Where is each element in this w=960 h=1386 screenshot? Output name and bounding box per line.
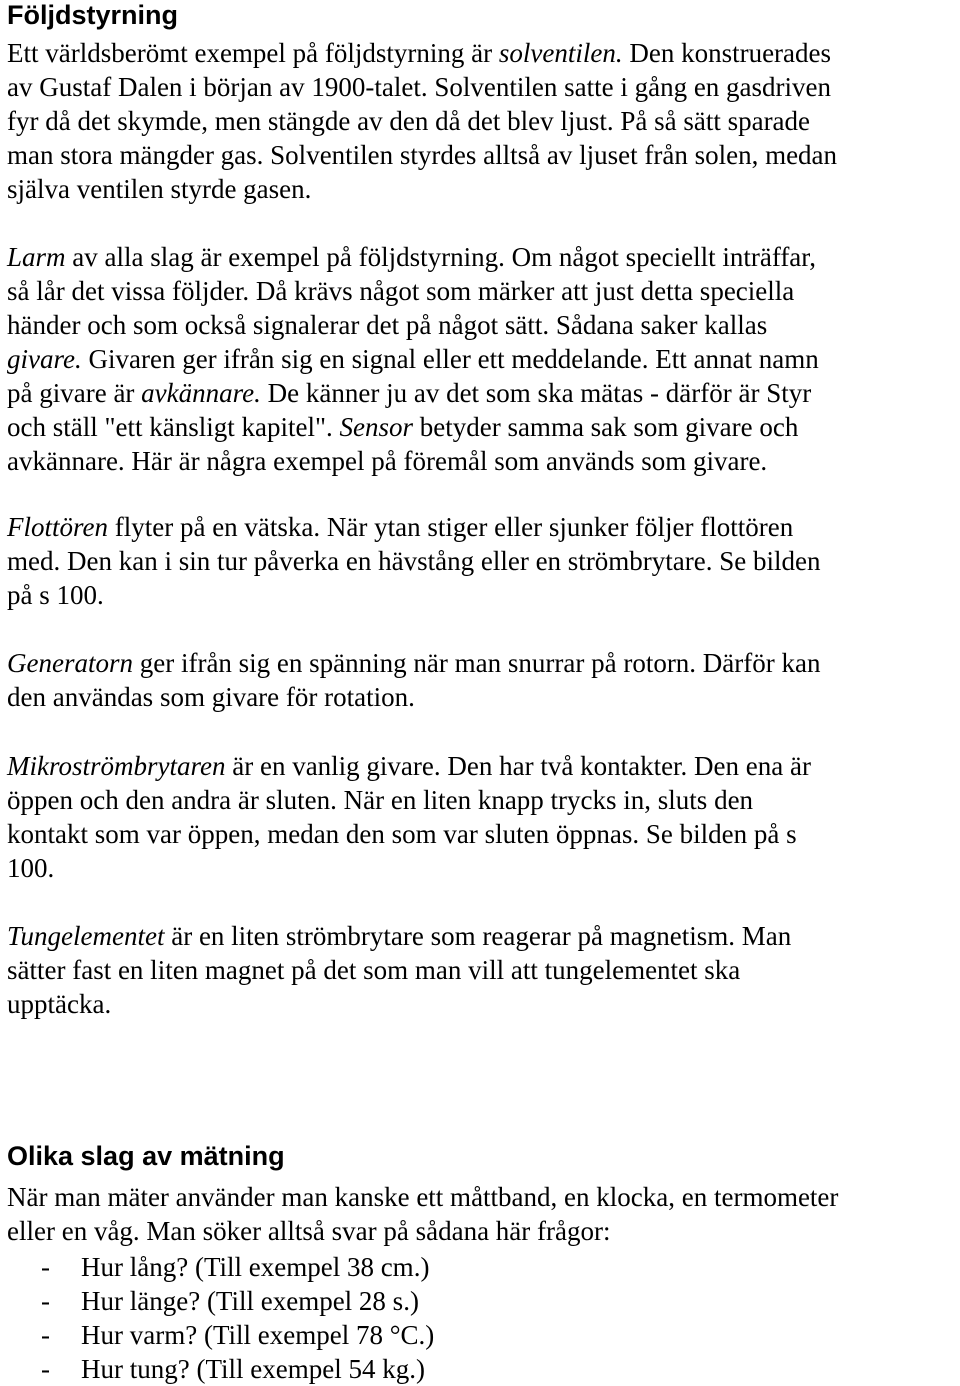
paragraph-larm — [7, 240, 953, 478]
italic-term: Sensor — [339, 412, 413, 442]
list-dash: - — [41, 1286, 50, 1316]
text-run: upptäcka. — [7, 989, 112, 1019]
question-list — [7, 1250, 434, 1386]
text-run: öppen och den andra är sluten. När en liten knapp trycks in, sluts den — [7, 785, 754, 815]
text-line — [7, 680, 953, 714]
text-line — [7, 410, 953, 444]
text-run: är en liten strömbrytare som reagerar på magnetism. Man — [164, 921, 792, 951]
list-dash: - — [41, 1320, 50, 1350]
list-dash: - — [41, 1252, 50, 1282]
text-run: De känner ju av det som ska mätas - därför är Styr — [260, 378, 812, 408]
text-line — [7, 783, 953, 817]
text-run: själva ventilen styrde gasen. — [7, 174, 312, 204]
text-line — [7, 70, 953, 104]
text-line — [7, 308, 953, 342]
text-run: 100. — [7, 853, 55, 883]
list-dash: - — [41, 1354, 50, 1384]
text-run: Ett världsberömt exempel på följdstyrning är — [7, 38, 499, 68]
text-run: betyder samma sak som givare och — [412, 412, 799, 442]
text-line — [7, 274, 953, 308]
text-line — [7, 1214, 953, 1248]
text-line — [7, 578, 953, 612]
text-run: av Gustaf Dalen i början av 1900-talet. Solventilen satte i gång en gasdriven — [7, 72, 832, 102]
text-run: så lår det vissa följder. Då krävs något som märker att just detta speciella — [7, 276, 795, 306]
text-run: man stora mängder gas. Solventilen styrdes alltså av ljuset från solen, medan — [7, 140, 838, 170]
text-run: av alla slag är exempel på följdstyrning. Om något speciellt inträffar, — [65, 242, 816, 272]
text-run: på s 100. — [7, 580, 104, 610]
text-run: är en vanlig givare. Den har två kontakter. Den ena är — [225, 751, 811, 781]
text-run: kontakt som var öppen, medan den som var sluten öppnas. Se bilden på s — [7, 819, 797, 849]
text-line — [7, 342, 953, 376]
text-run: avkännare. Här är några exempel på föremål som används som givare. — [7, 446, 768, 476]
paragraph-matning-intro — [7, 1180, 953, 1248]
text-run: med. Den kan i sin tur påverka en hävstång eller en strömbrytare. Se bilden — [7, 546, 821, 576]
text-line — [7, 376, 953, 410]
text-run: händer och som också signalerar det på något sätt. Sådana saker kallas — [7, 310, 768, 340]
text-line — [7, 510, 953, 544]
text-run: den användas som givare för rotation. — [7, 682, 415, 712]
text-run: och ställ "ett känsligt kapitel". — [7, 412, 340, 442]
text-line — [7, 36, 953, 70]
text-line — [7, 240, 953, 274]
italic-term: Tungelementet — [7, 921, 165, 951]
text-run: ger ifrån sig en spänning när man snurrar på rotorn. Därför kan — [132, 648, 821, 678]
text-run: flyter på en vätska. När ytan stiger eller sjunker följer flottören — [108, 512, 794, 542]
list-item — [7, 1318, 434, 1352]
list-item — [7, 1284, 434, 1318]
text-line — [7, 104, 953, 138]
text-run: sätter fast en liten magnet på det som man vill att tungelementet ska — [7, 955, 741, 985]
list-item-text: Hur varm? (Till exempel 78 °C.) — [81, 1320, 435, 1350]
italic-term: solventilen. — [498, 38, 623, 68]
list-item-text: Hur tung? (Till exempel 54 kg.) — [81, 1354, 425, 1384]
text-line — [7, 444, 953, 478]
italic-term: Generatorn — [7, 648, 133, 678]
list-item-text: Hur lång? (Till exempel 38 cm.) — [81, 1252, 430, 1282]
text-run: När man mäter använder man kanske ett måttband, en klocka, en termometer — [7, 1182, 839, 1212]
list-item — [7, 1352, 434, 1386]
list-item-text: Hur länge? (Till exempel 28 s.) — [81, 1286, 419, 1316]
italic-term: givare. — [7, 344, 82, 374]
text-line — [7, 987, 953, 1021]
italic-term: avkännare. — [141, 378, 261, 408]
section-heading-matning: Olika slag av mätning — [7, 1141, 285, 1171]
text-line — [7, 544, 953, 578]
text-line — [7, 749, 953, 783]
list-item — [7, 1250, 434, 1284]
text-line — [7, 817, 953, 851]
section-heading-foljdstyrning: Följdstyrning — [7, 0, 178, 30]
text-line — [7, 138, 953, 172]
text-line — [7, 646, 953, 680]
italic-term: Flottören — [7, 512, 108, 542]
text-line — [7, 851, 953, 885]
text-run: Givaren ger ifrån sig en signal eller ett meddelande. Ett annat namn — [81, 344, 819, 374]
text-line — [7, 1180, 953, 1214]
paragraph-flottoren — [7, 510, 953, 612]
paragraph-solventilen — [7, 36, 953, 206]
text-line — [7, 919, 953, 953]
text-run: på givare är — [7, 378, 142, 408]
paragraph-tungelementet — [7, 919, 953, 1021]
text-run: Den konstruerades — [622, 38, 832, 68]
italic-term: Mikroströmbrytaren — [7, 751, 226, 781]
paragraph-mikrostrombrytaren — [7, 749, 953, 885]
text-line — [7, 172, 953, 206]
text-line — [7, 953, 953, 987]
italic-term: Larm — [7, 242, 66, 272]
text-run: fyr då det skymde, men stängde av den då det blev ljust. På så sätt sparade — [7, 106, 811, 136]
paragraph-generatorn — [7, 646, 953, 714]
text-run: eller en våg. Man söker alltså svar på sådana här frågor: — [7, 1216, 611, 1246]
